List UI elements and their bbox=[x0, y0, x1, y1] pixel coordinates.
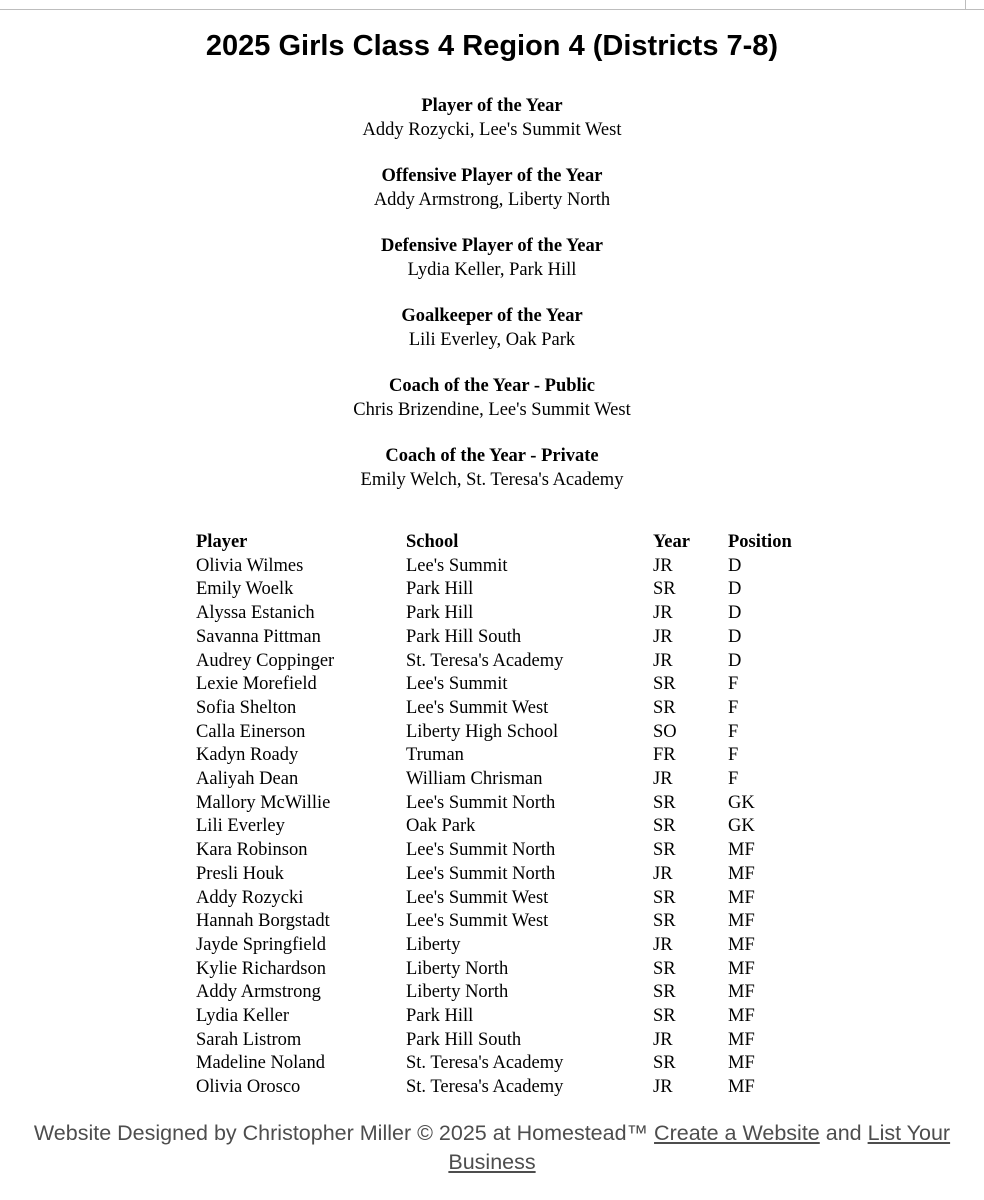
cell-position: D bbox=[728, 650, 742, 671]
cell-school: Lee's Summit North bbox=[406, 792, 556, 813]
cell-player: Presli Houk bbox=[196, 863, 284, 884]
cell-year: JR bbox=[653, 769, 673, 790]
column-header-school: School bbox=[406, 532, 459, 552]
table-row bbox=[196, 1052, 838, 1076]
table-row bbox=[196, 744, 838, 768]
page-title: 2025 Girls Class 4 Region 4 (Districts 7-8) bbox=[205, 30, 779, 62]
cell-school: Park Hill South bbox=[406, 1029, 522, 1050]
footer-credit: Website Designed by Christopher Miller © 2025 at Homestead™ bbox=[33, 1121, 649, 1145]
cell-position: MF bbox=[728, 982, 755, 1003]
award-player-of-year bbox=[0, 95, 984, 142]
award-title: Defensive Player of the Year bbox=[381, 236, 603, 256]
table-row bbox=[196, 650, 838, 674]
cell-position: F bbox=[728, 745, 739, 766]
cell-school: Lee's Summit North bbox=[406, 863, 556, 884]
cell-school: Lee's Summit West bbox=[406, 887, 549, 908]
cell-position: MF bbox=[728, 1029, 755, 1050]
cell-year: JR bbox=[653, 555, 673, 576]
column-header-player: Player bbox=[196, 532, 248, 552]
cell-player: Olivia Wilmes bbox=[196, 555, 304, 576]
table-row bbox=[196, 673, 838, 697]
roster-table bbox=[196, 531, 838, 1100]
cell-position: F bbox=[728, 674, 739, 695]
cell-position: GK bbox=[728, 792, 755, 813]
table-row bbox=[196, 602, 838, 626]
cell-position: MF bbox=[728, 1053, 755, 1074]
cell-year: SR bbox=[653, 840, 676, 861]
cell-position: MF bbox=[728, 1077, 755, 1098]
roster-header-row bbox=[196, 531, 838, 555]
cell-year: SR bbox=[653, 792, 676, 813]
award-title: Player of the Year bbox=[421, 96, 563, 116]
cell-player: Alyssa Estanich bbox=[196, 603, 315, 624]
cell-school: Lee's Summit West bbox=[406, 911, 549, 932]
cell-year: SR bbox=[653, 1006, 676, 1027]
award-winner: Chris Brizendine, Lee's Summit West bbox=[353, 399, 631, 420]
cell-year: SR bbox=[653, 1053, 676, 1074]
table-row bbox=[196, 792, 838, 816]
table-row bbox=[196, 839, 838, 863]
cell-school: Lee's Summit West bbox=[406, 697, 549, 718]
cell-school: Park Hill bbox=[406, 1006, 474, 1027]
table-row bbox=[196, 934, 838, 958]
cell-year: JR bbox=[653, 1029, 673, 1050]
cell-school: Oak Park bbox=[406, 816, 476, 837]
cell-school: Lee's Summit North bbox=[406, 840, 556, 861]
cell-year: SR bbox=[653, 887, 676, 908]
cell-position: F bbox=[728, 721, 739, 742]
cell-player: Kadyn Roady bbox=[196, 745, 299, 766]
award-winner: Addy Armstrong, Liberty North bbox=[373, 189, 611, 210]
cell-player: Aaliyah Dean bbox=[196, 769, 299, 790]
cell-year: SR bbox=[653, 816, 676, 837]
cell-player: Addy Armstrong bbox=[196, 982, 321, 1003]
cell-school: Lee's Summit bbox=[406, 674, 508, 695]
table-row bbox=[196, 721, 838, 745]
roster-body bbox=[196, 555, 838, 1100]
cell-player: Kylie Richardson bbox=[196, 958, 326, 979]
cell-player: Calla Einerson bbox=[196, 721, 306, 742]
award-title: Coach of the Year - Public bbox=[388, 376, 596, 396]
cell-year: SO bbox=[653, 721, 677, 742]
cell-year: JR bbox=[653, 934, 673, 955]
cell-position: MF bbox=[728, 1006, 755, 1027]
cell-player: Lexie Morefield bbox=[196, 674, 317, 695]
table-row bbox=[196, 863, 838, 887]
cell-year: SR bbox=[653, 697, 676, 718]
footer-and: and bbox=[825, 1121, 862, 1145]
cell-player: Madeline Noland bbox=[196, 1053, 325, 1074]
cell-position: MF bbox=[728, 911, 755, 932]
table-row bbox=[196, 555, 838, 579]
cell-player: Audrey Coppinger bbox=[196, 650, 335, 671]
award-winner: Emily Welch, St. Teresa's Academy bbox=[360, 469, 624, 490]
award-goalkeeper bbox=[0, 305, 984, 352]
cell-position: GK bbox=[728, 816, 755, 837]
award-winner: Lydia Keller, Park Hill bbox=[407, 259, 577, 280]
cell-school: Lee's Summit bbox=[406, 555, 508, 576]
table-row bbox=[196, 697, 838, 721]
table-row bbox=[196, 626, 838, 650]
table-row bbox=[196, 1076, 838, 1100]
cell-year: JR bbox=[653, 650, 673, 671]
award-coach-private bbox=[0, 445, 984, 492]
cell-school: Park Hill South bbox=[406, 626, 522, 647]
table-row bbox=[196, 887, 838, 911]
cell-position: MF bbox=[728, 887, 755, 908]
cell-player: Addy Rozycki bbox=[196, 887, 304, 908]
cell-player: Mallory McWillie bbox=[196, 792, 331, 813]
cell-player: Lili Everley bbox=[196, 816, 285, 837]
cell-school: Liberty High School bbox=[406, 721, 559, 742]
table-row bbox=[196, 958, 838, 982]
cell-year: SR bbox=[653, 982, 676, 1003]
cell-position: MF bbox=[728, 958, 755, 979]
table-row bbox=[196, 768, 838, 792]
cell-player: Jayde Springfield bbox=[196, 934, 326, 955]
create-website-link[interactable]: Create a Website bbox=[654, 1121, 820, 1145]
cell-year: JR bbox=[653, 603, 673, 624]
table-row bbox=[196, 815, 838, 839]
column-header-year: Year bbox=[653, 532, 690, 552]
cell-year: JR bbox=[653, 1077, 673, 1098]
table-row bbox=[196, 981, 838, 1005]
cell-player: Savanna Pittman bbox=[196, 626, 321, 647]
cell-player: Olivia Orosco bbox=[196, 1077, 301, 1098]
top-border bbox=[0, 0, 984, 10]
cell-school: William Chrisman bbox=[406, 769, 543, 790]
cell-school: St. Teresa's Academy bbox=[406, 1053, 564, 1074]
cell-year: SR bbox=[653, 958, 676, 979]
cell-year: SR bbox=[653, 579, 676, 600]
cell-year: FR bbox=[653, 745, 676, 766]
footer bbox=[0, 1119, 984, 1177]
table-row bbox=[196, 910, 838, 934]
cell-player: Kara Robinson bbox=[196, 840, 308, 861]
cell-school: Park Hill bbox=[406, 603, 474, 624]
table-row bbox=[196, 578, 838, 602]
cell-school: Truman bbox=[406, 745, 464, 766]
cell-player: Sarah Listrom bbox=[196, 1029, 302, 1050]
award-offensive-player bbox=[0, 165, 984, 212]
cell-position: D bbox=[728, 555, 742, 576]
cell-year: SR bbox=[653, 911, 676, 932]
table-row bbox=[196, 1005, 838, 1029]
award-title: Coach of the Year - Private bbox=[385, 446, 599, 466]
cell-school: Liberty North bbox=[406, 958, 509, 979]
cell-school: St. Teresa's Academy bbox=[406, 1077, 564, 1098]
cell-player: Sofia Shelton bbox=[196, 697, 297, 718]
awards-section bbox=[0, 95, 984, 492]
cell-position: MF bbox=[728, 840, 755, 861]
cell-position: MF bbox=[728, 934, 755, 955]
cell-position: D bbox=[728, 579, 742, 600]
award-winner: Lili Everley, Oak Park bbox=[408, 329, 576, 350]
cell-position: MF bbox=[728, 863, 755, 884]
table-row bbox=[196, 1029, 838, 1053]
cell-player: Lydia Keller bbox=[196, 1006, 289, 1027]
cell-school: Liberty North bbox=[406, 982, 509, 1003]
award-coach-public bbox=[0, 375, 984, 422]
cell-position: F bbox=[728, 769, 739, 790]
list-business-link[interactable]: List Your Business bbox=[448, 1121, 951, 1174]
cell-school: Park Hill bbox=[406, 579, 474, 600]
award-title: Goalkeeper of the Year bbox=[401, 306, 583, 326]
cell-year: JR bbox=[653, 626, 673, 647]
cell-player: Emily Woelk bbox=[196, 579, 294, 600]
cell-position: D bbox=[728, 626, 742, 647]
cell-position: F bbox=[728, 697, 739, 718]
award-defensive-player bbox=[0, 235, 984, 282]
cell-school: St. Teresa's Academy bbox=[406, 650, 564, 671]
cell-year: JR bbox=[653, 863, 673, 884]
cell-position: D bbox=[728, 603, 742, 624]
cell-year: SR bbox=[653, 674, 676, 695]
cell-school: Liberty bbox=[406, 934, 461, 955]
award-title: Offensive Player of the Year bbox=[381, 166, 603, 186]
column-header-position: Position bbox=[728, 532, 792, 552]
cell-player: Hannah Borgstadt bbox=[196, 911, 330, 932]
award-winner: Addy Rozycki, Lee's Summit West bbox=[362, 119, 622, 140]
